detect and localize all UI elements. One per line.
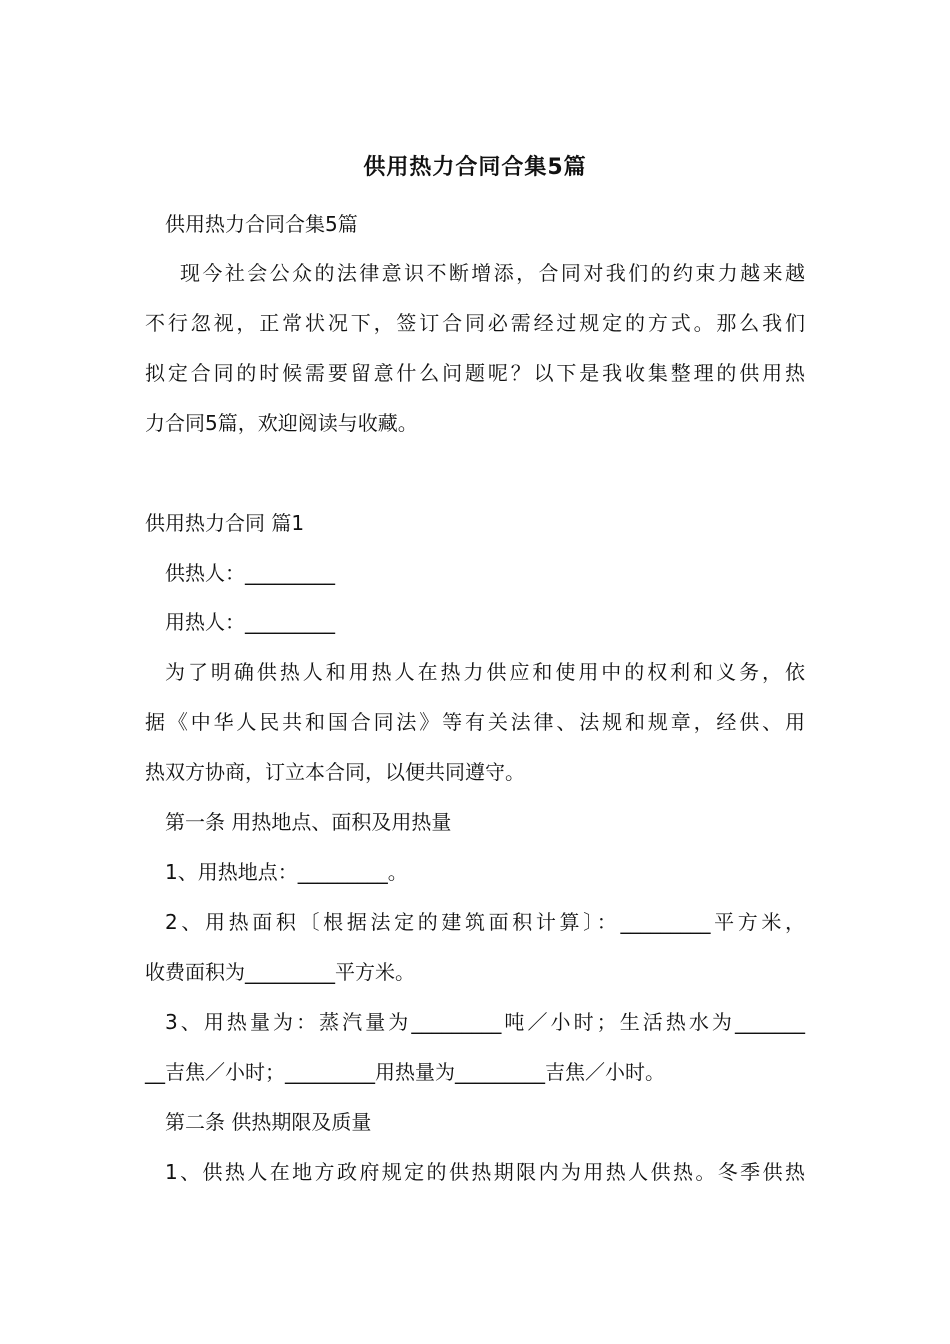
preamble-line-3: 热双方协商，订立本合同，以便共同遵守。	[145, 760, 525, 784]
article1-item3-line2: __吉焦／小时；_________用热量为_________吉焦／小时。	[145, 1060, 665, 1084]
intro-line-3: 拟定合同的时候需要留意什么问题呢？以下是我收集整理的供用热	[145, 361, 805, 385]
intro-line-2: 不行忽视，正常状况下，签订合同必需经过规定的方式。那么我们	[145, 311, 805, 335]
preamble-line-2: 据《中华人民共和国合同法》等有关法律、法规和规章，经供、用	[145, 710, 805, 734]
article1-item3-line1: 3、用热量为：蒸汽量为_________吨／小时；生活热水为_______	[165, 1010, 805, 1034]
document-title: 供用热力合同合集5篇	[363, 155, 587, 180]
article1-item2-line2: 收费面积为_________平方米。	[145, 960, 415, 984]
article1-heading: 第一条 用热地点、面积及用热量	[165, 810, 452, 834]
article2-item1: 1、供热人在地方政府规定的供热期限内为用热人供热。冬季供热	[165, 1160, 805, 1184]
party-supplier: 供热人：_________	[165, 561, 335, 585]
intro-line-1: 现今社会公众的法律意识不断增添，合同对我们的约束力越来越	[180, 261, 805, 285]
article1-item2-line1: 2、用热面积〔根据法定的建筑面积计算〕：_________平方米，	[165, 910, 805, 934]
intro-line-4: 力合同5篇，欢迎阅读与收藏。	[145, 411, 418, 435]
party-user: 用热人：_________	[165, 610, 335, 634]
article1-item1: 1、用热地点：_________。	[165, 860, 408, 884]
preamble-line-1: 为了明确供热人和用热人在热力供应和使用中的权利和义务，依	[165, 660, 805, 684]
article2-heading: 第二条 供热期限及质量	[165, 1110, 372, 1134]
document-subtitle: 供用热力合同合集5篇	[165, 212, 358, 236]
section-heading: 供用热力合同 篇1	[145, 511, 305, 535]
